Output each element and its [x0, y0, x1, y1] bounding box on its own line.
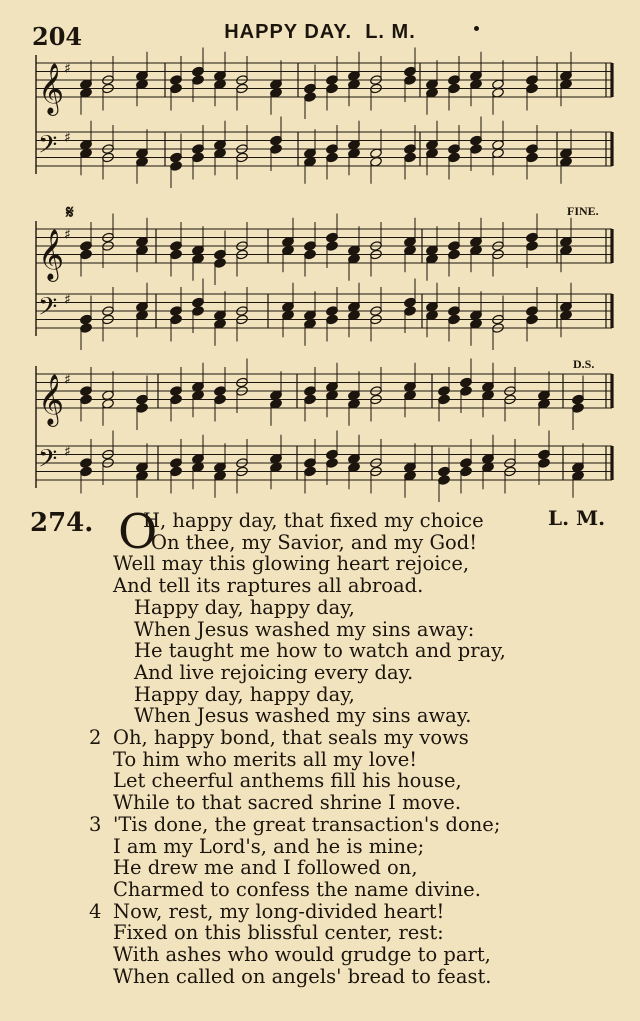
note-head — [304, 466, 317, 477]
note-head — [80, 458, 93, 469]
treble-clef: 𝄞 — [38, 229, 65, 280]
treble-clef: 𝄞 — [38, 63, 65, 114]
note-head — [170, 458, 183, 469]
note-head — [170, 314, 183, 325]
note-head — [304, 83, 317, 94]
note-head — [538, 449, 551, 460]
verse-line: Let cheerful anthems fill his house, — [113, 769, 462, 793]
treble-clef: 𝄞 — [38, 374, 65, 425]
note-head — [404, 152, 417, 163]
verse-line: Well may this glowing heart rejoice, — [113, 552, 470, 576]
verse-line: H, happy day, that fixed my choice — [143, 509, 484, 532]
note-head — [326, 306, 339, 317]
note-head — [448, 249, 461, 260]
note-head — [304, 241, 317, 252]
note-head — [404, 306, 417, 317]
note-head — [136, 403, 149, 414]
tune-name: HAPPY DAY. — [224, 21, 353, 43]
note-head — [170, 386, 183, 397]
note-head — [326, 232, 339, 243]
verse-line: He taught me how to watch and pray, — [134, 639, 506, 663]
note-head — [192, 297, 205, 308]
note-head — [304, 394, 317, 405]
note-head — [448, 75, 461, 86]
note-head — [326, 458, 339, 469]
note-head — [80, 314, 93, 325]
note-head — [538, 458, 551, 469]
verse-line: With ashes who would grudge to part, — [113, 943, 491, 966]
note-head — [80, 386, 93, 397]
note-head — [448, 83, 461, 94]
note-head — [404, 144, 417, 155]
note-head — [438, 386, 451, 397]
note-head — [448, 152, 461, 163]
note-head — [80, 466, 93, 477]
verse-number: 4 — [89, 899, 102, 923]
note-head — [404, 66, 417, 77]
note-head — [136, 394, 149, 405]
verse-number: 3 — [89, 812, 102, 836]
note-head — [80, 323, 93, 334]
note-head — [270, 135, 283, 146]
note-head — [304, 92, 317, 103]
note-head — [572, 403, 585, 414]
fine-mark: FINE. — [567, 204, 599, 218]
note-head — [192, 306, 205, 317]
note-head — [192, 144, 205, 155]
note-head — [470, 135, 483, 146]
note-head — [404, 75, 417, 86]
note-head — [170, 241, 183, 252]
bass-clef: 𝄢 — [38, 130, 58, 166]
verse-line: 'Tis done, the great transaction's done; — [113, 812, 501, 836]
note-head — [448, 241, 461, 252]
verse-line: And tell its raptures all abroad. — [113, 574, 424, 598]
note-head — [170, 83, 183, 94]
page-number: 204 — [32, 22, 83, 51]
verse-line: While to that sacred shrine I move. — [113, 791, 462, 815]
note-head — [438, 475, 451, 486]
verse-line: Now, rest, my long-divided heart! — [113, 899, 445, 923]
note-head — [326, 449, 339, 460]
note-head — [460, 458, 473, 469]
note-head — [326, 241, 339, 252]
note-head — [304, 386, 317, 397]
verse-line: Oh, happy bond, that seals my vows — [113, 726, 469, 749]
hymn-number: 274. — [30, 508, 94, 538]
note-head — [470, 144, 483, 155]
verse-line: Charmed to confess the name divine. — [113, 877, 481, 901]
note-head — [80, 241, 93, 252]
note-head — [214, 249, 227, 260]
verse-line: Happy day, happy day, — [134, 595, 355, 619]
note-head — [170, 306, 183, 317]
key-sharp: ♯ — [64, 130, 71, 147]
note-head — [304, 458, 317, 469]
note-head — [526, 241, 539, 252]
note-head — [270, 144, 283, 155]
note-head — [170, 394, 183, 405]
note-head — [404, 297, 417, 308]
note-head — [438, 394, 451, 405]
note-head — [80, 394, 93, 405]
key-sharp: ♯ — [64, 444, 71, 461]
verse-line: On thee, my Savior, and my God! — [151, 530, 478, 554]
note-head — [526, 144, 539, 155]
hymn-meter: L. M. — [548, 506, 606, 530]
verse-line: When Jesus washed my sins away. — [134, 704, 472, 728]
note-head — [526, 83, 539, 94]
note-head — [438, 466, 451, 477]
note-head — [214, 386, 227, 397]
note-head — [214, 258, 227, 269]
note-head — [526, 306, 539, 317]
note-head — [192, 75, 205, 86]
note-head — [170, 152, 183, 163]
drop-cap: O — [118, 504, 158, 560]
note-head — [170, 161, 183, 172]
note-head — [572, 394, 585, 405]
note-head — [326, 314, 339, 325]
key-sharp: ♯ — [64, 292, 71, 309]
note-head — [326, 144, 339, 155]
segno-sign: 𝄋 — [66, 202, 74, 223]
verse-number: 2 — [89, 726, 102, 749]
verse-line: I am my Lord's, and he is mine; — [113, 834, 425, 858]
note-head — [192, 152, 205, 163]
verse-line: Happy day, happy day, — [134, 682, 355, 706]
verse-line: Fixed on this blissful center, rest: — [113, 921, 444, 945]
note-head — [326, 83, 339, 94]
verse-line: He drew me and I followed on, — [113, 856, 418, 880]
verse-line: To him who merits all my love! — [113, 747, 418, 771]
verse-line: When called on angels' bread to feast. — [113, 964, 492, 988]
tune-meter: L. M. — [365, 21, 416, 43]
key-sharp: ♯ — [64, 227, 71, 244]
note-head — [170, 466, 183, 477]
note-head — [448, 314, 461, 325]
note-head — [460, 466, 473, 477]
bass-clef: 𝄢 — [38, 444, 58, 480]
music-score — [0, 0, 640, 505]
verse-line: And live rejoicing every day. — [134, 660, 414, 684]
note-head — [214, 394, 227, 405]
note-head — [526, 75, 539, 86]
note-head — [192, 66, 205, 77]
note-head — [526, 314, 539, 325]
note-head — [80, 249, 93, 260]
note-head — [304, 249, 317, 260]
key-sharp: ♯ — [64, 61, 71, 78]
note-head — [326, 152, 339, 163]
bass-clef: 𝄢 — [38, 292, 58, 328]
note-head — [526, 152, 539, 163]
note-head — [448, 144, 461, 155]
note-head — [448, 306, 461, 317]
key-sharp: ♯ — [64, 372, 71, 389]
note-head — [526, 232, 539, 243]
note-head — [326, 75, 339, 86]
note-head — [170, 75, 183, 86]
note-head — [170, 249, 183, 260]
verse-line: When Jesus washed my sins away: — [134, 617, 475, 641]
ds-mark: D.S. — [573, 357, 595, 371]
note-head — [460, 386, 473, 397]
note-head — [460, 377, 473, 388]
